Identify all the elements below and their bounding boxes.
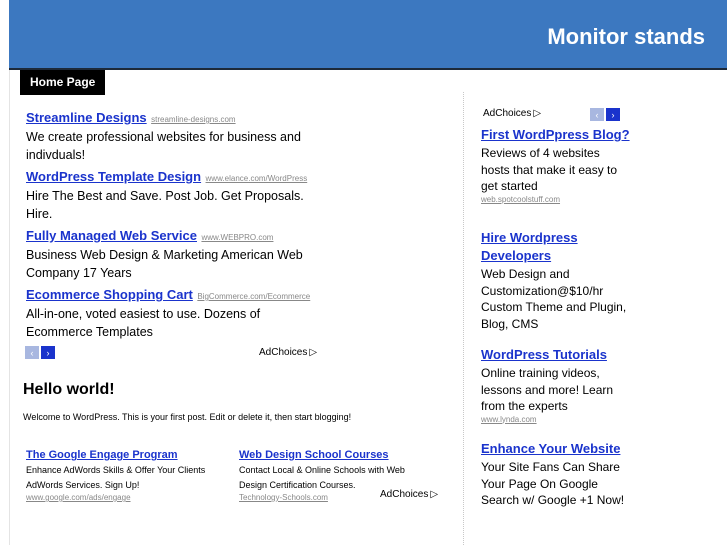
ad-pagination <box>25 346 55 359</box>
bottom-ad-title-link[interactable]: Web Design School Courses <box>239 449 389 461</box>
side-ad-pagination <box>590 108 620 121</box>
side-ad-title-link[interactable]: WordPress Tutorials <box>481 347 607 362</box>
side-ad-description: Your Site Fans Can Share Your Page On Google Search w/ Google +1 Now! <box>481 460 625 507</box>
side-ad-description: Reviews of 4 websites hosts that make it easy to get started <box>481 146 618 193</box>
side-ad <box>481 126 631 204</box>
site-header <box>9 0 727 70</box>
adchoices-icon: ▷ <box>309 347 318 358</box>
ad-url[interactable]: streamline-designs.com <box>151 115 236 124</box>
bottom-ad-description: Enhance AdWords Skills & Offer Your Clients AdWords Services. Sign Up! <box>26 465 206 490</box>
ad-url[interactable]: www.elance.com/WordPress <box>205 174 308 183</box>
side-ad-title-link[interactable]: Hire Wordpress Developers <box>481 230 578 263</box>
ad-title-link[interactable]: Fully Managed Web Service <box>26 228 197 243</box>
ad-url[interactable]: www.WEBPRO.com <box>201 233 274 242</box>
bottom-ad <box>26 449 231 502</box>
bottom-ad-url[interactable]: www.google.com/ads/engage <box>26 493 131 502</box>
ad-title-link[interactable]: WordPress Template Design <box>26 169 202 184</box>
prev-arrow-icon[interactable]: ‹ <box>25 346 39 359</box>
ad-title-link[interactable]: Streamline Designs <box>26 110 147 125</box>
ad-unit <box>26 168 326 223</box>
adchoices-link[interactable] <box>483 108 541 119</box>
side-ad-url[interactable]: web.spotcoolstuff.com <box>481 194 561 204</box>
adchoices-icon: ▷ <box>533 108 542 119</box>
post-title[interactable]: Hello world! <box>23 381 115 398</box>
side-ad <box>481 440 631 509</box>
ad-title-link[interactable]: Ecommerce Shopping Cart <box>26 287 193 302</box>
side-ad <box>481 229 631 332</box>
side-ad-url[interactable]: www.lynda.com <box>481 414 537 424</box>
side-ad-description: Online training videos, lessons and more! Learn from the experts <box>481 366 614 413</box>
adchoices-label: AdChoices <box>483 108 532 119</box>
ad-description: Hire The Best and Save. Post Job. Get Proposals. Hire. <box>26 189 304 221</box>
ad-url[interactable]: BigCommerce.com/Ecommerce <box>197 292 311 301</box>
adchoices-icon: ▷ <box>430 489 439 500</box>
ad-unit <box>26 286 326 341</box>
ad-description: All-in-one, voted easiest to use. Dozens of Ecommerce Templates <box>26 307 261 339</box>
bottom-ad-url[interactable]: Technology-Schools.com <box>239 493 328 502</box>
ad-unit <box>26 109 326 164</box>
ad-unit <box>26 227 326 282</box>
next-arrow-icon[interactable]: › <box>606 108 620 121</box>
nav-home-page[interactable]: Home Page <box>20 70 105 95</box>
adchoices-link[interactable] <box>380 489 438 500</box>
side-ad-title-link[interactable]: First WordPpress Blog? <box>481 127 630 142</box>
site-title[interactable]: Monitor stands <box>547 24 705 49</box>
side-ad <box>481 346 631 424</box>
bottom-ad-title-link[interactable]: The Google Engage Program <box>26 449 178 461</box>
side-ad-description: Web Design and Customization@$10/hr Custom Theme and Plugin, Blog, CMS <box>481 267 627 331</box>
side-ad-title-link[interactable]: Enhance Your Website <box>481 441 621 456</box>
ad-description: We create professional websites for business and indivduals! <box>26 130 301 162</box>
ad-description: Business Web Design & Marketing American Web Company 17 Years <box>26 248 303 280</box>
adchoices-link[interactable] <box>259 347 317 358</box>
column-divider <box>463 92 464 545</box>
next-arrow-icon[interactable]: › <box>41 346 55 359</box>
post-body: Welcome to WordPress. This is your first post. Edit or delete it, then start blogging! <box>23 412 352 422</box>
bottom-ad-description: Contact Local & Online Schools with Web Design Certification Courses. <box>239 465 405 490</box>
left-border <box>9 70 10 545</box>
adchoices-label: AdChoices <box>259 347 308 358</box>
prev-arrow-icon[interactable]: ‹ <box>590 108 604 121</box>
adchoices-label: AdChoices <box>380 489 429 500</box>
